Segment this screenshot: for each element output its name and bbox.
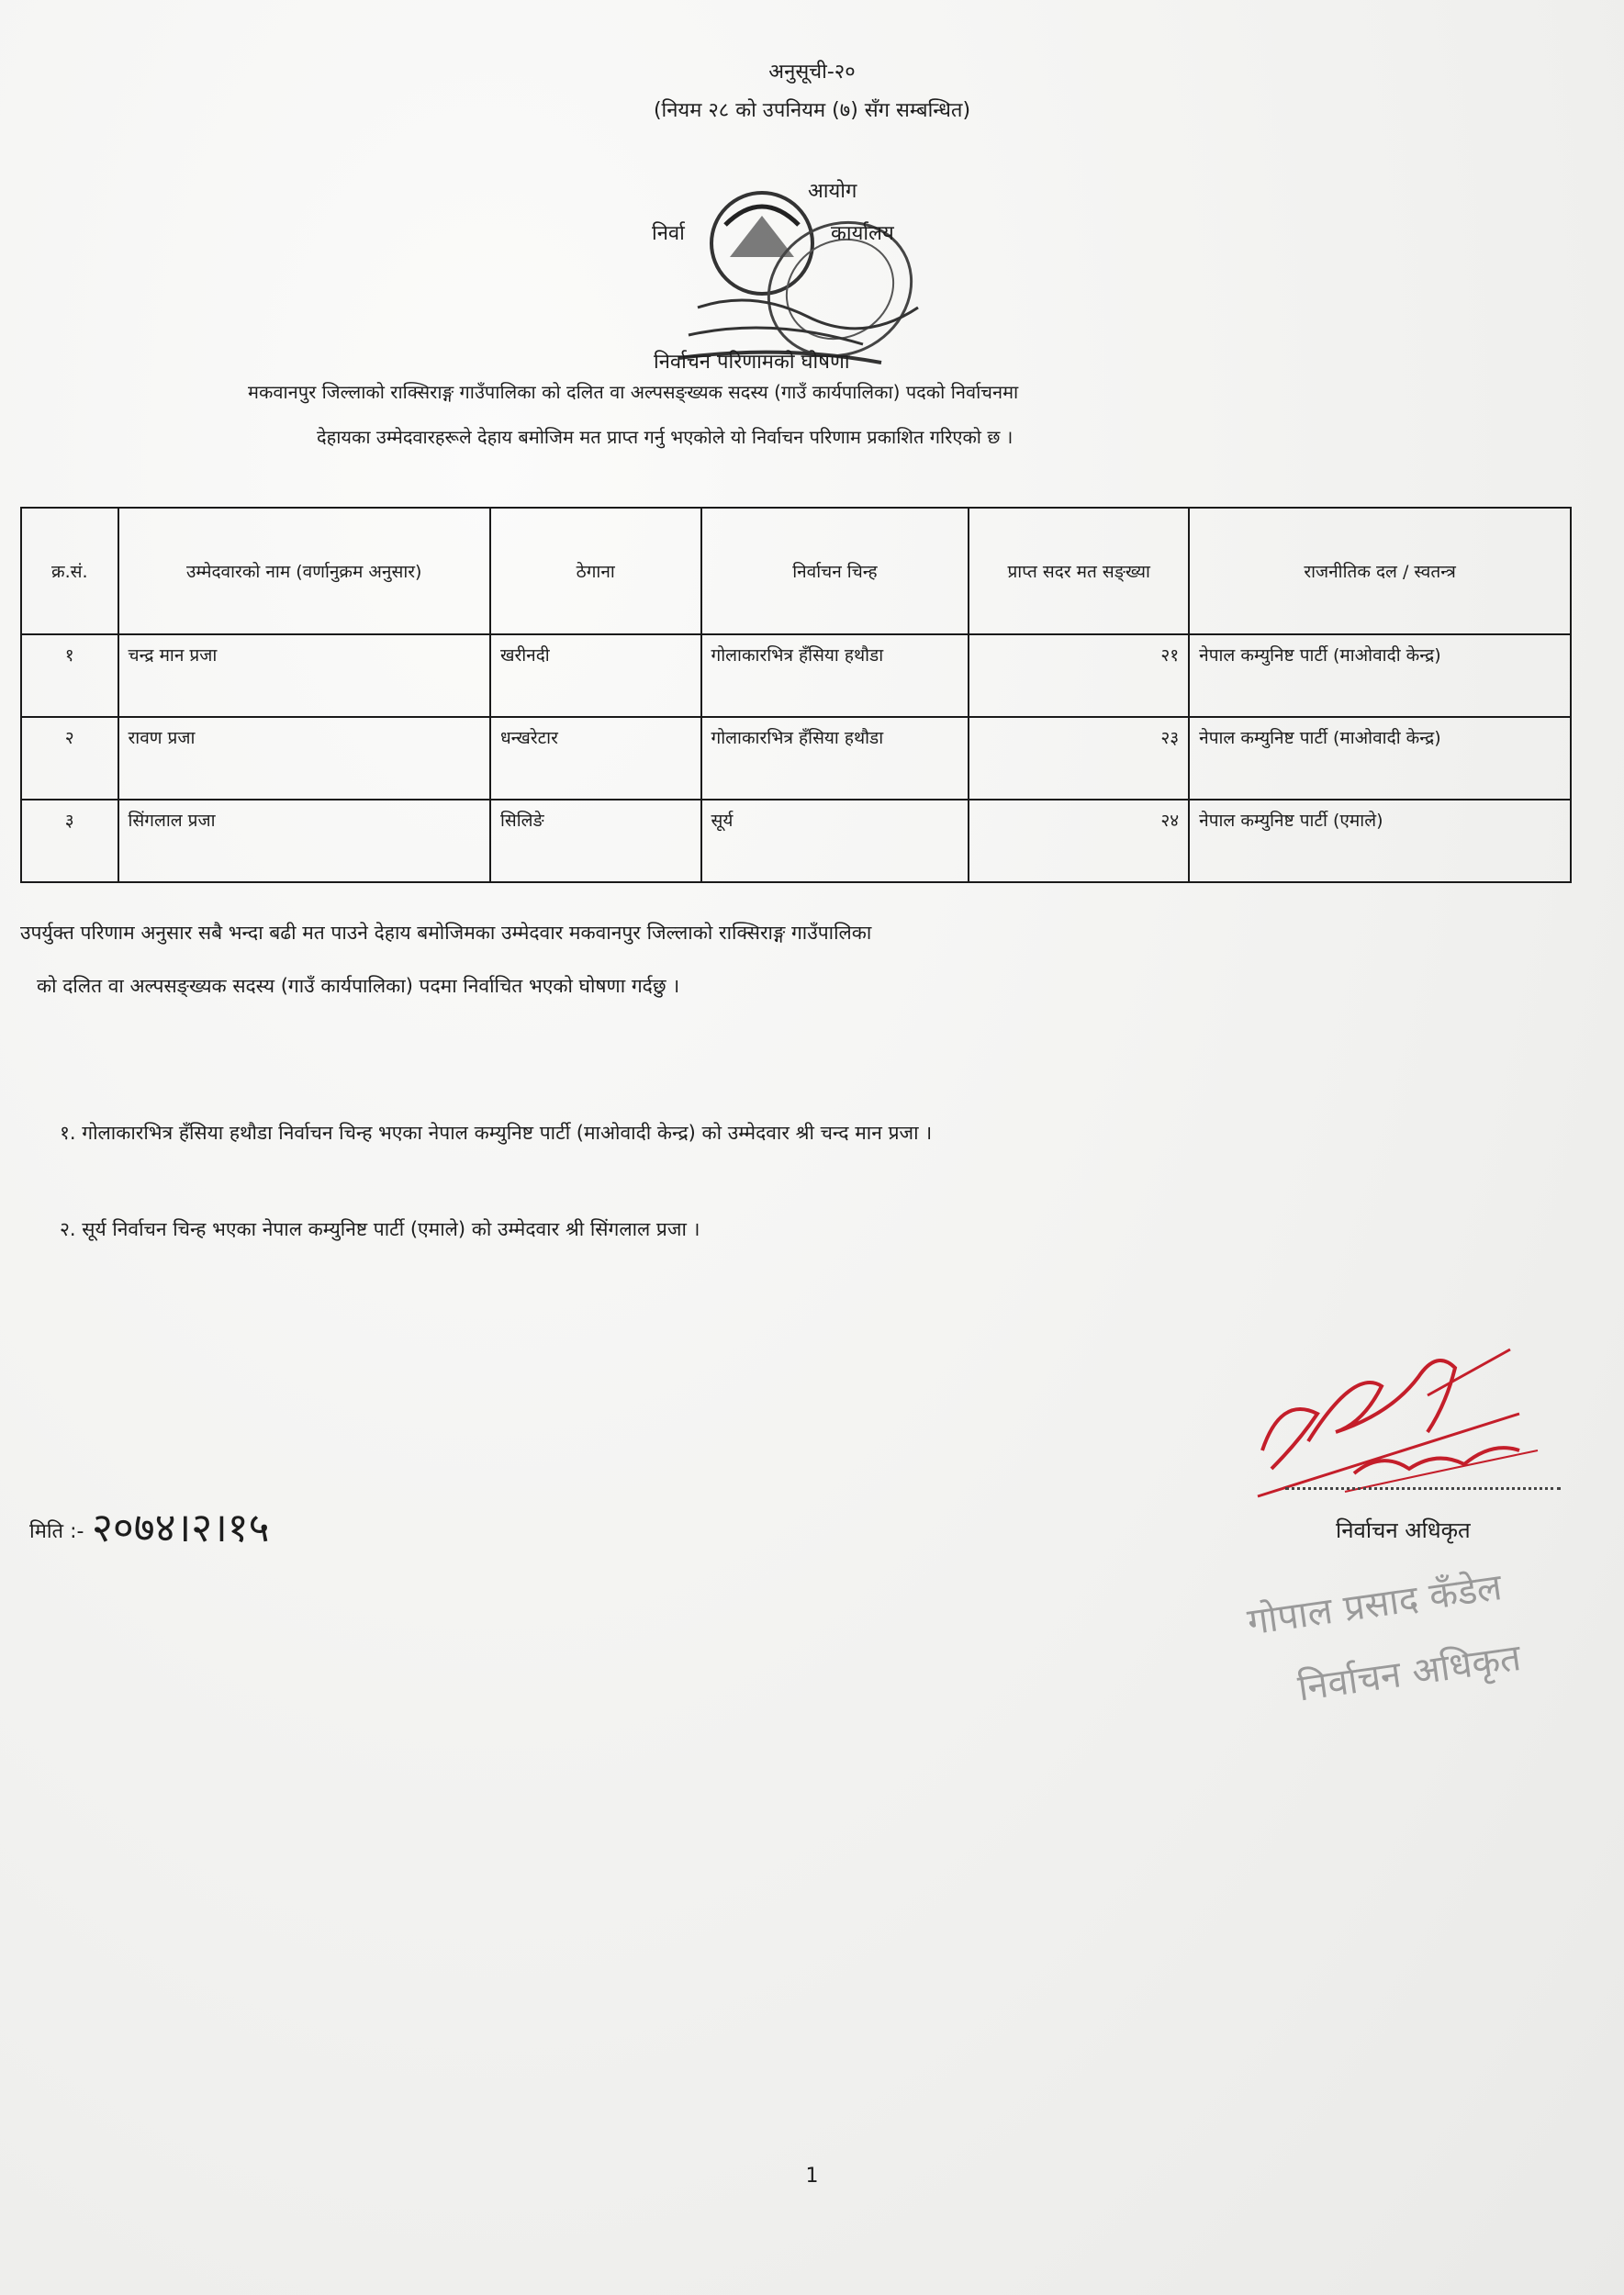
result-statement-line-1: उपर्युक्त परिणाम अनुसार सबै भन्दा बढी मत पाउने देहाय बमोजिमका उम्मेदवार मकवानपुर जिल्लाको राक्सिराङ्ग गाउँपालिका xyxy=(20,922,872,944)
cell-votes: २३ xyxy=(969,717,1189,800)
office-line-1: आयोग xyxy=(808,180,857,203)
header-name: उम्मेदवारको नाम (वर्णानुक्रम अनुसार) xyxy=(118,508,490,634)
table-row xyxy=(21,800,1571,882)
result-announcement-title: निर्वाचन परिणामको घोषणा xyxy=(654,351,850,374)
header-symbol: निर्वाचन चिन्ह xyxy=(701,508,969,634)
elected-candidate-1: १. गोलाकारभित्र हँसिया हथौडा निर्वाचन चिन्ह भएका नेपाल कम्युनिष्ट पार्टी (माओवादी केन्द्र) को उम्मेदवार श्री चन्द मान प्रजा । xyxy=(60,1122,933,1144)
cell-name: सिंगलाल प्रजा xyxy=(118,800,490,882)
cell-votes: २१ xyxy=(969,634,1189,717)
elected-candidate-2: २. सूर्य निर्वाचन चिन्ह भएका नेपाल कम्युनिष्ट पार्टी (एमाले) को उम्मेदवार श्री सिंगलाल प्रजा । xyxy=(60,1218,700,1240)
date-label: मिति :- xyxy=(29,1520,84,1543)
cell-symbol: गोलाकारभित्र हँसिया हथौडा xyxy=(701,634,969,717)
header-votes: प्राप्त सदर मत सङ्ख्या xyxy=(969,508,1189,634)
table-header-row xyxy=(21,508,1571,634)
result-statement-line-2: को दलित वा अल्पसङ्ख्यक सदस्य (गाउँ कार्यपालिका) पदमा निर्वाचित भएको घोषणा गर्दछु । xyxy=(37,975,680,997)
cell-sn: १ xyxy=(21,634,118,717)
cell-address: खरीनदी xyxy=(490,634,701,717)
rule-reference: (नियम २८ को उपनियम (७) सँग सम्बन्धित) xyxy=(653,99,971,122)
intro-line-1: मकवानपुर जिल्लाको राक्सिराङ्ग गाउँपालिका को दलित वा अल्पसङ्ख्यक सदस्य (गाउँ कार्यपालिका) पदको निर्वाचनमा xyxy=(248,381,1019,403)
officer-stamp-title: निर्वाचन अधिकृत xyxy=(1294,1636,1524,1710)
header-address: ठेगाना xyxy=(490,508,701,634)
officer-stamp-name: गोपाल प्रसाद कँडेल xyxy=(1244,1566,1505,1644)
header-party: राजनीतिक दल / स्वतन्त्र xyxy=(1189,508,1571,634)
cell-name: चन्द्र मान प्रजा xyxy=(118,634,490,717)
table-row xyxy=(21,717,1571,800)
cell-party: नेपाल कम्युनिष्ट पार्टी (एमाले) xyxy=(1189,800,1571,882)
intro-line-2: देहायका उम्मेदवारहरूले देहाय बमोजिम मत प्राप्त गर्नु भएकोले यो निर्वाचन परिणाम प्रकाशित गरिएको छ । xyxy=(317,426,1014,448)
cell-votes: २४ xyxy=(969,800,1189,882)
page-number: 1 xyxy=(805,2165,819,2188)
cell-address: सिलिङे xyxy=(490,800,701,882)
officer-title: निर्वाचन अधिकृत xyxy=(1336,1517,1471,1543)
signature-line xyxy=(1285,1487,1561,1490)
table-row xyxy=(21,634,1571,717)
date-value-handwritten: २०७४।२।१५ xyxy=(92,1505,270,1551)
results-table xyxy=(20,507,1572,883)
header-sn: क्र.सं. xyxy=(21,508,118,634)
cell-address: धन्खरेटार xyxy=(490,717,701,800)
cell-name: रावण प्रजा xyxy=(118,717,490,800)
office-line-2a: निर्वा xyxy=(652,222,685,245)
office-line-2b: कार्यालय xyxy=(831,222,894,245)
schedule-heading: अनुसूची-२० xyxy=(768,61,856,84)
cell-sn: ३ xyxy=(21,800,118,882)
cell-sn: २ xyxy=(21,717,118,800)
cell-party: नेपाल कम्युनिष्ट पार्टी (माओवादी केन्द्र) xyxy=(1189,634,1571,717)
cell-party: नेपाल कम्युनिष्ट पार्टी (माओवादी केन्द्र) xyxy=(1189,717,1571,800)
cell-symbol: गोलाकारभित्र हँसिया हथौडा xyxy=(701,717,969,800)
officer-signature xyxy=(1244,1313,1547,1515)
cell-symbol: सूर्य xyxy=(701,800,969,882)
